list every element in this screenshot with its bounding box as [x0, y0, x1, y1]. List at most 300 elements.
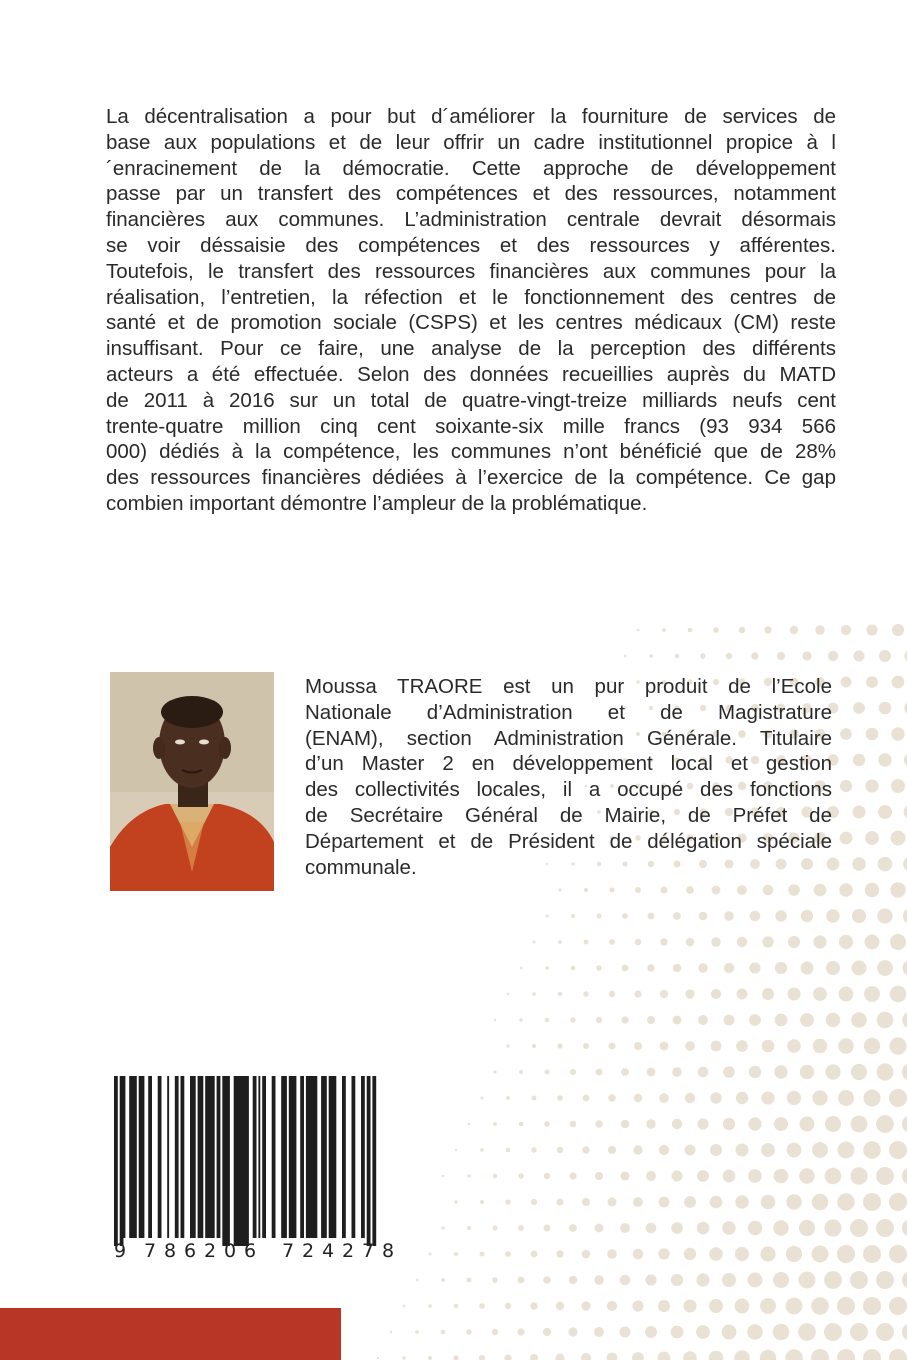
- bio-line: Moussa TRAORE est un pur produit de l’Ecole: [305, 675, 832, 698]
- dot: [494, 1019, 496, 1021]
- dot: [890, 882, 905, 897]
- barcode-bar: [352, 1076, 356, 1238]
- dot: [532, 992, 536, 996]
- summary-line: de 2011 à 2016 sur un total de quatre-vingt-treize milliards neufs cent: [106, 388, 836, 412]
- dot: [546, 915, 549, 918]
- dot: [543, 1276, 551, 1284]
- dot: [634, 1042, 642, 1050]
- barcode-bar: [272, 1076, 276, 1238]
- dot: [569, 1224, 577, 1232]
- dot: [596, 965, 602, 971]
- summary-line: insuffisant. Pour ce faire, une analyse de la perception des différents: [106, 337, 836, 361]
- dot: [889, 1297, 907, 1315]
- dot: [840, 780, 852, 792]
- dot: [840, 728, 852, 740]
- dot: [671, 1274, 683, 1286]
- dot: [568, 1327, 577, 1336]
- dot: [724, 963, 734, 973]
- dot: [850, 1167, 867, 1184]
- dot: [839, 987, 854, 1002]
- isbn-digit: 2: [302, 1240, 315, 1262]
- dot: [622, 965, 629, 972]
- dot: [675, 654, 680, 659]
- dot: [558, 992, 562, 996]
- dot: [709, 1299, 723, 1313]
- summary-line: ´enracinement de la démocratie. Cette approche de développement: [106, 156, 836, 180]
- dot: [838, 1090, 854, 1106]
- dot: [761, 1143, 775, 1157]
- dot: [582, 1250, 591, 1259]
- dot: [736, 1144, 749, 1157]
- dot: [608, 1198, 617, 1207]
- dot: [786, 1194, 801, 1209]
- dot: [519, 1070, 523, 1074]
- dot: [698, 1015, 708, 1025]
- dot: [505, 1251, 511, 1257]
- dot: [621, 1068, 629, 1076]
- dot: [621, 1016, 628, 1023]
- dot: [390, 1331, 393, 1334]
- dot: [889, 1245, 907, 1263]
- dot: [760, 1350, 776, 1360]
- dot: [815, 625, 824, 634]
- dot: [839, 883, 853, 897]
- dot: [698, 1067, 709, 1078]
- dot: [518, 1277, 525, 1284]
- dot: [442, 1175, 445, 1178]
- dot: [466, 1329, 471, 1334]
- dot: [647, 1016, 655, 1024]
- dot: [505, 1303, 511, 1309]
- barcode-bar: [342, 1076, 346, 1238]
- dot: [902, 1323, 907, 1341]
- dot: [558, 940, 562, 944]
- dot: [864, 1038, 880, 1054]
- dot: [892, 624, 904, 636]
- dot: [620, 1327, 631, 1338]
- barcode-bar: [329, 1076, 337, 1238]
- dot: [723, 1118, 735, 1130]
- dot: [454, 1200, 457, 1203]
- dot: [812, 1194, 828, 1210]
- dot: [660, 990, 668, 998]
- dot: [762, 988, 774, 1000]
- dot: [558, 888, 561, 891]
- dot: [608, 1146, 616, 1154]
- dot: [865, 831, 879, 845]
- dot: [837, 1245, 855, 1263]
- dot: [685, 989, 694, 998]
- dot: [850, 1323, 868, 1341]
- dot: [902, 1063, 907, 1081]
- dot: [609, 939, 615, 945]
- barcode-bar: [198, 1076, 204, 1238]
- dot: [543, 1328, 551, 1336]
- dot: [594, 1327, 604, 1337]
- dot: [637, 629, 640, 632]
- dot: [710, 1092, 721, 1103]
- dot: [813, 987, 827, 1001]
- dot: [633, 1145, 642, 1154]
- dot: [865, 935, 880, 950]
- dot: [467, 1278, 472, 1283]
- isbn-digit: 4: [322, 1240, 335, 1262]
- dot: [722, 1221, 735, 1234]
- isbn-digit: 2: [204, 1240, 217, 1262]
- dot: [479, 1355, 485, 1360]
- dot: [813, 1039, 827, 1053]
- dot: [607, 1249, 617, 1259]
- dot: [607, 1301, 617, 1311]
- dot: [658, 1248, 669, 1259]
- dot: [660, 1042, 669, 1051]
- dot: [711, 1041, 722, 1052]
- dot: [569, 1172, 576, 1179]
- dot: [799, 1168, 815, 1184]
- dot: [813, 935, 826, 948]
- dot: [863, 1297, 881, 1315]
- dot: [837, 1193, 854, 1210]
- dot: [723, 1170, 736, 1183]
- dot: [865, 883, 879, 897]
- dot: [863, 1141, 881, 1159]
- dot: [583, 991, 588, 996]
- dot: [645, 1274, 656, 1285]
- dot: [838, 1038, 853, 1053]
- dot: [750, 911, 761, 922]
- dot: [904, 805, 907, 820]
- dot: [581, 1301, 590, 1310]
- dot: [826, 909, 839, 922]
- dot: [519, 1018, 522, 1021]
- isbn-barcode: [110, 1072, 420, 1262]
- dot: [751, 652, 758, 659]
- barcode-bar: [281, 1076, 287, 1238]
- dot: [646, 1223, 657, 1234]
- dot: [775, 1014, 788, 1027]
- dot: [621, 1172, 630, 1181]
- summary-line: 000) dédiés à la compétence, les communes n’ont bénéficié que de 28%: [106, 440, 836, 464]
- dot: [581, 1353, 591, 1360]
- barcode-bar: [124, 1076, 126, 1238]
- dot: [902, 1011, 907, 1028]
- dot: [584, 940, 589, 945]
- dot: [646, 1119, 655, 1128]
- barcode-bar: [222, 1076, 230, 1246]
- dot: [481, 1097, 484, 1100]
- dot: [826, 961, 840, 975]
- dot: [802, 651, 811, 660]
- dot: [903, 908, 907, 924]
- dot: [480, 1252, 485, 1257]
- dot: [798, 1323, 816, 1341]
- dot: [866, 728, 879, 741]
- dot: [595, 1120, 602, 1127]
- dot: [672, 1171, 683, 1182]
- dot: [853, 702, 865, 714]
- barcode-bar: [114, 1076, 118, 1246]
- dot: [505, 1199, 510, 1204]
- dot: [416, 1279, 419, 1282]
- summary-line: combien important démontre l’ampleur de la problématique.: [106, 491, 648, 515]
- dot: [851, 1064, 867, 1080]
- dot: [709, 1351, 724, 1360]
- dot: [710, 1196, 723, 1209]
- dot: [712, 886, 721, 895]
- dot: [866, 676, 878, 688]
- dot: [737, 885, 747, 895]
- dot: [841, 625, 851, 635]
- dot: [877, 1012, 894, 1029]
- barcode-bar: [205, 1076, 215, 1238]
- dot: [902, 1271, 907, 1289]
- dot: [441, 1278, 445, 1282]
- dot: [507, 993, 510, 996]
- dot: [596, 1069, 603, 1076]
- bio-line: de Secrétaire Général de Mairie, de Préfet de: [305, 803, 832, 827]
- dot: [698, 963, 707, 972]
- dot: [773, 1220, 788, 1235]
- dot: [824, 1271, 842, 1289]
- dot: [800, 1013, 814, 1027]
- dot: [530, 1302, 537, 1309]
- dot: [853, 754, 865, 766]
- dot: [876, 1323, 894, 1341]
- dot: [685, 1145, 696, 1156]
- dot: [646, 1171, 656, 1181]
- dot: [402, 1356, 405, 1359]
- dot: [506, 1096, 510, 1100]
- dot: [811, 1297, 829, 1315]
- dot: [686, 886, 694, 894]
- dot: [762, 936, 773, 947]
- dot: [441, 1226, 444, 1229]
- dot: [903, 960, 907, 977]
- dot: [737, 989, 748, 1000]
- dot: [825, 1064, 840, 1079]
- dot: [889, 1037, 906, 1054]
- barcode-bar: [181, 1076, 185, 1238]
- dot: [697, 1118, 708, 1129]
- summary-line: réalisation, l’entretien, la réfection et le fonctionnement des centres de: [106, 285, 836, 309]
- dot: [635, 939, 642, 946]
- isbn-digit: 6: [184, 1240, 197, 1262]
- dot: [621, 1120, 629, 1128]
- dot: [760, 1246, 775, 1261]
- dot: [557, 1199, 564, 1206]
- dot: [878, 805, 892, 819]
- dot: [737, 937, 747, 947]
- dot: [584, 888, 588, 892]
- dot: [673, 912, 681, 920]
- bio-line: d’un Master 2 en développement local et gestion: [305, 752, 832, 776]
- dot: [415, 1330, 419, 1334]
- dot: [634, 990, 641, 997]
- dot: [467, 1226, 471, 1230]
- bio-line: Nationale d’Administration et de Magistrature: [305, 700, 832, 724]
- dot: [596, 1017, 602, 1023]
- dot: [774, 1169, 789, 1184]
- dot: [726, 653, 732, 659]
- dot: [761, 1195, 776, 1210]
- dot: [556, 1354, 565, 1360]
- summary-line: financières aux communes. L’administration centrale devrait désormais: [106, 208, 836, 232]
- dot: [659, 1093, 669, 1103]
- author-biography: [305, 674, 832, 880]
- dot: [837, 1349, 855, 1360]
- dot: [688, 628, 693, 633]
- dot: [799, 1272, 816, 1289]
- dot: [532, 1044, 536, 1048]
- dot: [735, 1299, 750, 1314]
- dot: [684, 1300, 697, 1313]
- dot: [879, 702, 892, 715]
- dot: [736, 1040, 748, 1052]
- dot: [775, 962, 787, 974]
- bio-line: des collectivités locales, il a occupé des fonctions: [305, 778, 832, 802]
- dot: [658, 1352, 671, 1360]
- dot: [672, 1067, 682, 1077]
- dot: [864, 1090, 881, 1107]
- dot: [879, 650, 891, 662]
- barcode-bar: [234, 1076, 249, 1246]
- dot: [749, 962, 760, 973]
- dot: [723, 1066, 735, 1078]
- isbn-digit: 7: [144, 1240, 157, 1262]
- bio-line: (ENAM), section Administration Générale. Titulaire: [305, 726, 832, 750]
- dot: [428, 1304, 432, 1308]
- dot: [634, 1094, 643, 1103]
- dot: [620, 1223, 630, 1233]
- dot: [570, 1017, 575, 1022]
- dot: [889, 1349, 907, 1360]
- dot: [493, 1122, 497, 1126]
- dot: [709, 1247, 722, 1260]
- barcode-bar: [258, 1076, 260, 1238]
- summary-line: des ressources financières dédiées à l’exercice de la compétence. Ce gap: [106, 466, 836, 490]
- dot: [609, 991, 615, 997]
- dot: [775, 910, 786, 921]
- barcode-bar: [175, 1076, 179, 1238]
- dot: [761, 1091, 774, 1104]
- dot: [684, 1248, 696, 1260]
- dot: [851, 1116, 868, 1133]
- dot: [454, 1304, 459, 1309]
- dot: [531, 1147, 536, 1152]
- dot: [852, 961, 867, 976]
- dot: [672, 1119, 682, 1129]
- barcode-bar: [372, 1076, 376, 1246]
- dot: [660, 938, 668, 946]
- dot: [774, 1065, 787, 1078]
- dot: [428, 1356, 432, 1360]
- dot: [890, 934, 906, 950]
- dot: [774, 1117, 788, 1131]
- dot: [824, 1219, 841, 1236]
- barcode-bar: [253, 1076, 257, 1238]
- dot: [377, 1357, 379, 1359]
- dot: [594, 1275, 603, 1284]
- dot: [545, 966, 549, 970]
- barcode-bar: [321, 1076, 327, 1238]
- dot: [890, 986, 907, 1003]
- dot: [506, 1044, 509, 1047]
- barcode-bar: [217, 1076, 221, 1238]
- dot: [773, 1272, 789, 1288]
- dot: [812, 1142, 828, 1158]
- dot: [785, 1349, 802, 1360]
- dot: [647, 964, 654, 971]
- isbn-digit: 8: [382, 1240, 395, 1262]
- dot: [441, 1330, 445, 1334]
- barcode-bar: [289, 1076, 297, 1238]
- isbn-digit: 9: [114, 1240, 127, 1262]
- dot: [825, 1116, 841, 1132]
- bio-line: communale.: [305, 855, 417, 879]
- dot: [722, 1273, 736, 1287]
- dot: [825, 1168, 842, 1185]
- dot: [468, 1123, 471, 1126]
- author-photo: [110, 672, 274, 891]
- dot: [876, 1167, 894, 1185]
- dot: [903, 856, 907, 872]
- barcode-bar: [120, 1076, 124, 1246]
- dot: [556, 1250, 564, 1258]
- dot: [724, 1015, 735, 1026]
- dot: [429, 1253, 432, 1256]
- dot: [608, 1094, 616, 1102]
- dot: [697, 1170, 709, 1182]
- dot: [607, 1353, 618, 1360]
- dot: [582, 1198, 590, 1206]
- dot: [455, 1149, 458, 1152]
- dot: [544, 1121, 550, 1127]
- dot: [506, 1148, 511, 1153]
- dot: [889, 1141, 907, 1159]
- dot: [403, 1305, 406, 1308]
- dot: [787, 1143, 802, 1158]
- dot: [557, 1043, 562, 1048]
- dot: [570, 1121, 577, 1128]
- dot: [902, 1219, 907, 1237]
- dot: [480, 1200, 484, 1204]
- summary-line: se voir déssaisie des compétences et des ressources y afférentes.: [106, 233, 836, 257]
- dot: [696, 1273, 709, 1286]
- dot: [480, 1148, 484, 1152]
- dot: [569, 1276, 577, 1284]
- dot: [748, 1273, 763, 1288]
- dot: [876, 1063, 893, 1080]
- dot: [571, 914, 575, 918]
- dot: [685, 1041, 695, 1051]
- dot: [711, 989, 721, 999]
- dot: [826, 1013, 841, 1028]
- dot: [544, 1173, 550, 1179]
- dot: [711, 937, 720, 946]
- dot: [801, 962, 814, 975]
- dot: [811, 1349, 829, 1360]
- dot: [697, 1222, 710, 1235]
- dot: [622, 913, 628, 919]
- isbn-digit: 2: [342, 1240, 355, 1262]
- dot: [838, 1142, 855, 1159]
- dot: [624, 655, 627, 658]
- dot: [583, 1095, 590, 1102]
- dot: [570, 1069, 576, 1075]
- dot: [790, 626, 798, 634]
- dot: [659, 1197, 670, 1208]
- dot: [700, 653, 705, 658]
